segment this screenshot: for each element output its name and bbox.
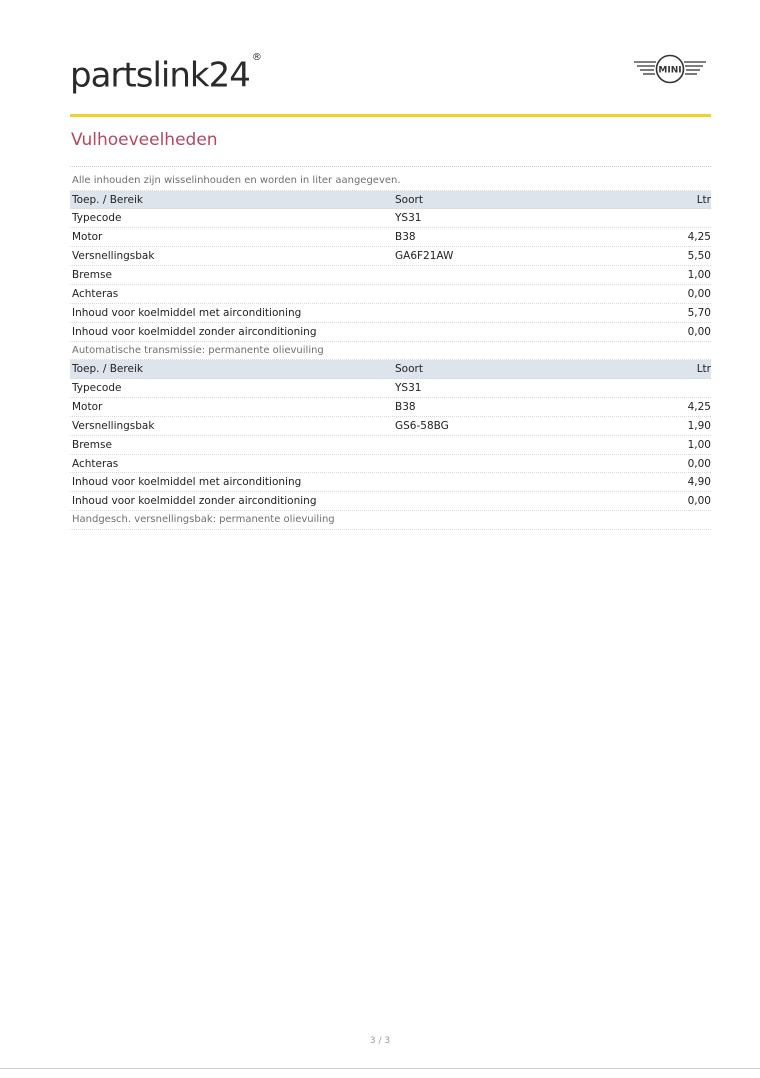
column-header-type: Soort (395, 363, 423, 376)
table-row (70, 473, 711, 492)
table-row (70, 266, 711, 285)
intro-note: Alle inhouden zijn wisselinhouden en worden in liter aangegeven. (70, 172, 711, 191)
partslink24-logo (70, 52, 262, 95)
row-type: YS31 (395, 212, 422, 225)
brand-name: partslink24 (70, 55, 250, 96)
row-value: 4,90 (687, 476, 711, 489)
row-value: 5,50 (687, 250, 711, 263)
page-number: 3 / 3 (369, 1036, 391, 1046)
row-label: Bremse (72, 269, 112, 282)
row-value: 1,90 (687, 419, 711, 432)
row-label: Typecode (72, 382, 122, 395)
table-row (70, 417, 711, 436)
row-label: Versnellingsbak (72, 419, 155, 432)
row-label: Typecode (72, 212, 122, 225)
table-row (70, 247, 711, 266)
row-label: Inhoud voor koelmiddel met airconditioning (72, 306, 302, 319)
section-note: Automatische transmissie: permanente olievuiling (70, 342, 711, 361)
mini-logo (632, 54, 708, 88)
table-row (70, 398, 711, 417)
row-label: Achteras (72, 287, 119, 300)
row-value: 1,00 (687, 438, 711, 451)
row-label: Versnellingsbak (72, 250, 155, 263)
row-value: 4,25 (687, 400, 711, 413)
table-row (70, 304, 711, 323)
row-label: Inhoud voor koelmiddel met airconditioning (72, 476, 302, 489)
column-header-unit: Ltr (696, 193, 711, 206)
table-row (70, 323, 711, 342)
table-row (70, 285, 711, 304)
table-header (70, 191, 711, 210)
section-note: Handgesch. versnellingsbak: permanente olievuiling (70, 511, 711, 530)
row-value: 1,00 (687, 269, 711, 282)
row-value: 0,00 (687, 457, 711, 470)
column-header-application: Toep. / Bereik (72, 193, 143, 206)
title-divider (70, 166, 711, 167)
column-header-unit: Ltr (696, 363, 711, 376)
table-row (70, 436, 711, 455)
row-label: Inhoud voor koelmiddel zonder airconditioning (72, 325, 317, 338)
row-value: 5,70 (687, 306, 711, 319)
table-row (70, 379, 711, 398)
row-type: B38 (395, 231, 416, 244)
table-row (70, 209, 711, 228)
row-label: Motor (72, 231, 103, 244)
column-header-type: Soort (395, 193, 423, 206)
table-header (70, 360, 711, 379)
row-label: Motor (72, 400, 103, 413)
row-type: B38 (395, 400, 416, 413)
mini-logo-text: MINI (658, 65, 682, 76)
column-header-application: Toep. / Bereik (72, 363, 143, 376)
row-value: 0,00 (687, 325, 711, 338)
row-type: YS31 (395, 382, 422, 395)
row-type: GS6-58BG (395, 419, 449, 432)
table-row (70, 228, 711, 247)
row-type: GA6F21AW (395, 250, 454, 263)
registered-mark: ® (251, 52, 262, 63)
row-label: Achteras (72, 457, 119, 470)
row-value: 0,00 (687, 495, 711, 508)
row-label: Bremse (72, 438, 112, 451)
page-title: Vulhoeveelheden (71, 130, 218, 150)
fill-quantities-content (70, 172, 711, 530)
table-row (70, 455, 711, 474)
row-value: 0,00 (687, 287, 711, 300)
bottom-divider (0, 1068, 760, 1069)
header-divider (70, 114, 711, 117)
row-label: Inhoud voor koelmiddel zonder airconditioning (72, 495, 317, 508)
row-value: 4,25 (687, 231, 711, 244)
table-row (70, 492, 711, 511)
